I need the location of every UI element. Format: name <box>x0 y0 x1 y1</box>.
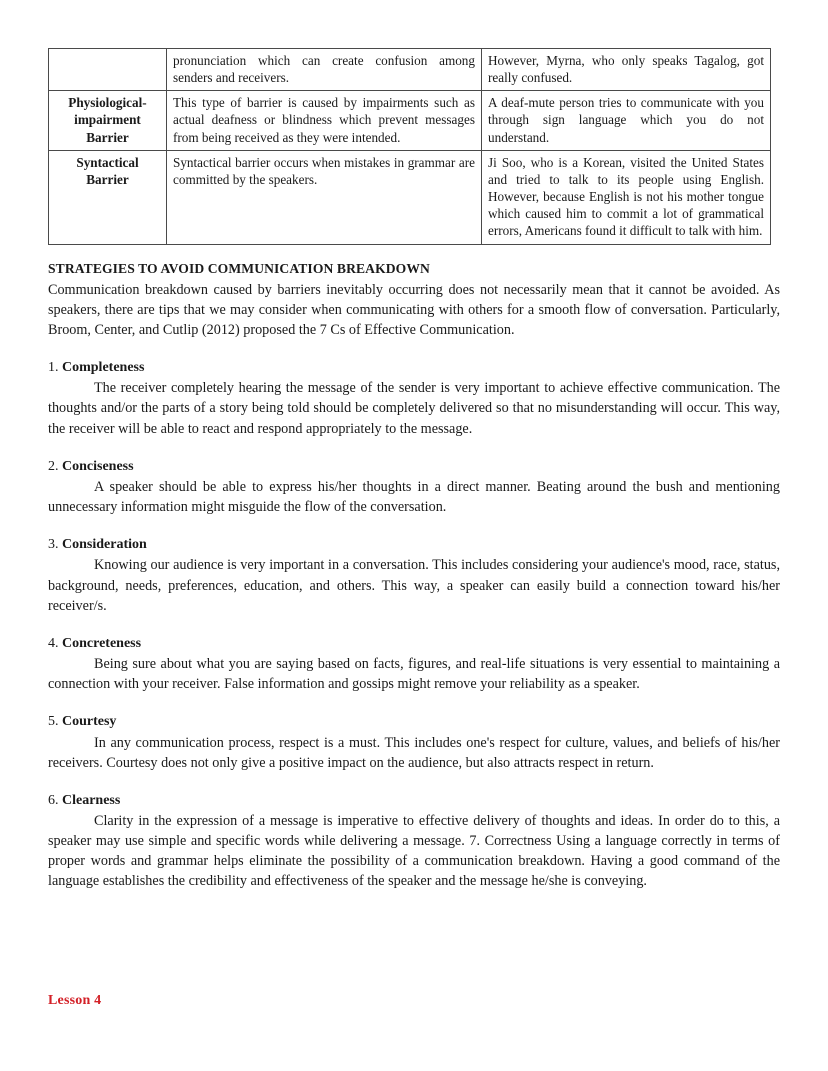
strategy-heading-consideration <box>48 536 780 554</box>
strategy-title: Completeness <box>62 360 145 376</box>
strategy-heading-concreteness <box>48 635 780 653</box>
strategy-number: 5. <box>48 714 59 730</box>
strategy-body-concreteness: Being sure about what you are saying based on facts, figures, and real-life situations is very essential to maintaining a connection with your receiver. False information and gossips might remove your reliability as a speaker. <box>48 656 780 693</box>
barrier-type-cell: Syntactical Barrier <box>49 150 167 244</box>
strategy-body-completeness: The receiver completely hearing the message of the sender is very important to achieve effective communication. The thoughts and/or the parts of a story being told should be completely delivered so that no misunderstanding will occur. This way, the receiver will be able to react and respond appropriately to the message. <box>48 380 780 437</box>
communication-barriers-table <box>48 48 771 245</box>
strategy-title: Conciseness <box>62 458 134 474</box>
strategy-body-consideration: Knowing our audience is very important in a conversation. This includes considering your audience's mood, race, status, background, needs, preferences, education, and others. This way, a speaker can easily build a connection toward his/her receiver/s. <box>48 557 780 614</box>
barrier-description-cell: This type of barrier is caused by impairments such as actual deafness or blindness which prevent messages from being received as they were intended. <box>167 91 482 150</box>
barrier-example-cell: However, Myrna, who only speaks Tagalog, got really confused. <box>482 49 771 91</box>
strategy-heading-conciseness <box>48 458 780 476</box>
strategy-number: 1. <box>48 360 59 376</box>
strategy-heading-courtesy <box>48 713 780 731</box>
barrier-example-cell: A deaf-mute person tries to communicate with you through sign language which you do not understand. <box>482 91 771 150</box>
strategy-body-courtesy: In any communication process, respect is a must. This includes one's respect for culture, values, and beliefs of his/her receivers. Courtesy does not only give a positive impact on the audience, but also attracts respect in return. <box>48 734 780 771</box>
strategies-intro-paragraph: Communication breakdown caused by barriers inevitably occurring does not necessarily mean that it cannot be avoided. As speakers, there are tips that we may consider when communicating with others for a smooth flow of conversation. Particularly, Broom, Center, and Cutlip (2012) proposed the 7 Cs of Effective Communication. <box>48 281 780 338</box>
barrier-description-cell: pronunciation which can create confusion among senders and receivers. <box>167 49 482 91</box>
strategy-number: 3. <box>48 537 59 553</box>
strategy-title: Courtesy <box>62 714 117 730</box>
strategy-title: Clearness <box>62 792 121 808</box>
strategy-title: Consideration <box>62 537 147 553</box>
strategies-heading: STRATEGIES TO AVOID COMMUNICATION BREAKDOWN <box>48 260 430 276</box>
strategy-body-clearness: Clarity in the expression of a message is imperative to effective delivery of thoughts and ideas. In order do to this, a speaker may use simple and specific words while delivering a message. 7. Correctness Using a language correctly in terms of proper words and grammar helps eliminate the possibility of a communication breakdown. Having a good command of the language establishes the credibility and effectiveness of the speaker and the message he/she is conveying. <box>48 813 780 890</box>
barrier-type-cell <box>49 49 167 91</box>
strategy-number: 6. <box>48 792 59 808</box>
strategy-heading-clearness <box>48 792 780 810</box>
strategy-heading-completeness <box>48 359 780 377</box>
barrier-type-cell: Physiological-impairment Barrier <box>49 91 167 150</box>
table-row <box>49 91 771 150</box>
strategy-number: 4. <box>48 635 59 651</box>
table-row <box>49 49 771 91</box>
barrier-example-cell: Ji Soo, who is a Korean, visited the United States and tried to talk to its people using English. However, because English is not his mother tongue which caused him to commit a lot of grammatical errors, Americans found it difficult to talk with him. <box>482 150 771 244</box>
lesson-label: Lesson 4 <box>48 993 102 1008</box>
barrier-description-cell: Syntactical barrier occurs when mistakes in grammar are committed by the speakers. <box>167 150 482 244</box>
strategy-number: 2. <box>48 458 59 474</box>
table-row <box>49 150 771 244</box>
strategy-body-conciseness: A speaker should be able to express his/her thoughts in a direct manner. Beating around the bush and mentioning unnecessary information might misguide the flow of the conversation. <box>48 478 780 516</box>
strategy-title: Concreteness <box>62 635 142 651</box>
